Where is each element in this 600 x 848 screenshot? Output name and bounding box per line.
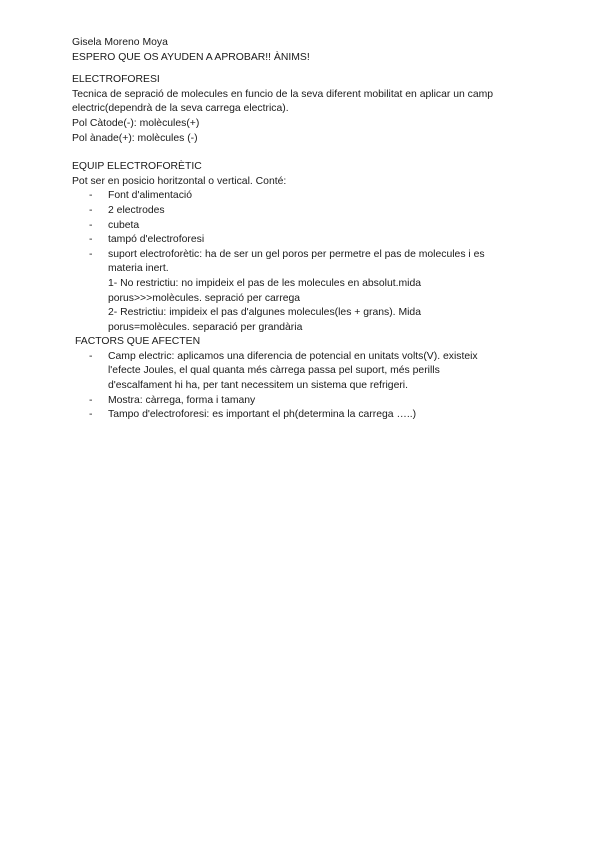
list-item-mostra: [72, 394, 532, 409]
definition-line-1: Tecnica de sepració de molecules en funcio de la seva diferent mobilitat en aplicar un camp: [72, 88, 494, 100]
section-title-factors: FACTORS QUE AFECTEN: [75, 336, 201, 348]
list-item: [72, 219, 532, 234]
bullet-dash: -: [89, 234, 93, 246]
tampo-text: Tampo d'electroforesi: es important el ph(determina la carrega …..): [108, 409, 417, 421]
bullet-dash: -: [89, 219, 93, 231]
list-item-text: tampó d'electroforesi: [108, 234, 205, 246]
camp-line-2: l'efecte Joules, el qual quanta més càrrega passa pel suport, més perills: [108, 365, 440, 377]
camp-line-1: Camp electric: aplicamos una diferencia de potencial en unitats volts(V). existeix: [108, 350, 478, 362]
list-item-text: Font d'alimentació: [108, 190, 192, 202]
support-type-2-line-2: porus=molècules. separació per grandària: [108, 321, 303, 333]
greeting-line: ESPERO QUE OS AYUDEN A APROBAR!! ÀNIMS!: [72, 51, 310, 63]
equip-intro: Pot ser en posicio horitzontal o vertical. Conté:: [72, 175, 287, 187]
pole-anode: Pol ànade(+): molècules (-): [72, 132, 198, 144]
list-item-tampo: [72, 408, 532, 423]
bullet-dash: -: [89, 248, 93, 260]
section-title-electroforesi: ELECTROFORESI: [72, 74, 160, 86]
bullet-dash: -: [89, 394, 93, 406]
camp-line-3: d'escalfament hi ha, per tant necessitem un sistema que refrigeri.: [108, 380, 408, 392]
section-title-equip: EQUIP ELECTROFORÈTIC: [72, 161, 202, 173]
list-item: [72, 204, 532, 219]
support-line-1: suport electroforètic: ha de ser un gel poros per permetre el pas de molecules i es: [108, 248, 485, 260]
list-item-text: 2 electrodes: [108, 204, 165, 216]
support-type-1-line-2: porus>>>molècules. sepració per carrega: [108, 292, 301, 304]
document-body: [72, 36, 532, 423]
support-type-1-line-1: 1- No restrictiu: no impideix el pas de les molecules en absolut.mida: [108, 277, 422, 289]
pole-cathode: Pol Càtode(-): molècules(+): [72, 117, 200, 129]
mostra-text: Mostra: càrrega, forma i tamany: [108, 394, 256, 406]
list-item-camp: [72, 350, 532, 394]
support-type-2-line-1: 2- Restrictiu: impideix el pas d'algunes molecules(les + grans). Mida: [108, 307, 421, 319]
list-item-text: cubeta: [108, 219, 140, 231]
bullet-dash: -: [89, 409, 93, 421]
author-name: Gisela Moreno Moya: [72, 37, 168, 48]
bullet-dash: -: [89, 190, 93, 202]
list-item: [72, 233, 532, 248]
list-item: [72, 189, 532, 204]
list-item-support: [72, 248, 532, 277]
support-line-2: materia inert.: [108, 263, 169, 275]
bullet-dash: -: [89, 350, 93, 362]
bullet-dash: -: [89, 204, 93, 216]
definition-line-2: electric(dependrà de la seva carrega electrica).: [72, 103, 289, 115]
